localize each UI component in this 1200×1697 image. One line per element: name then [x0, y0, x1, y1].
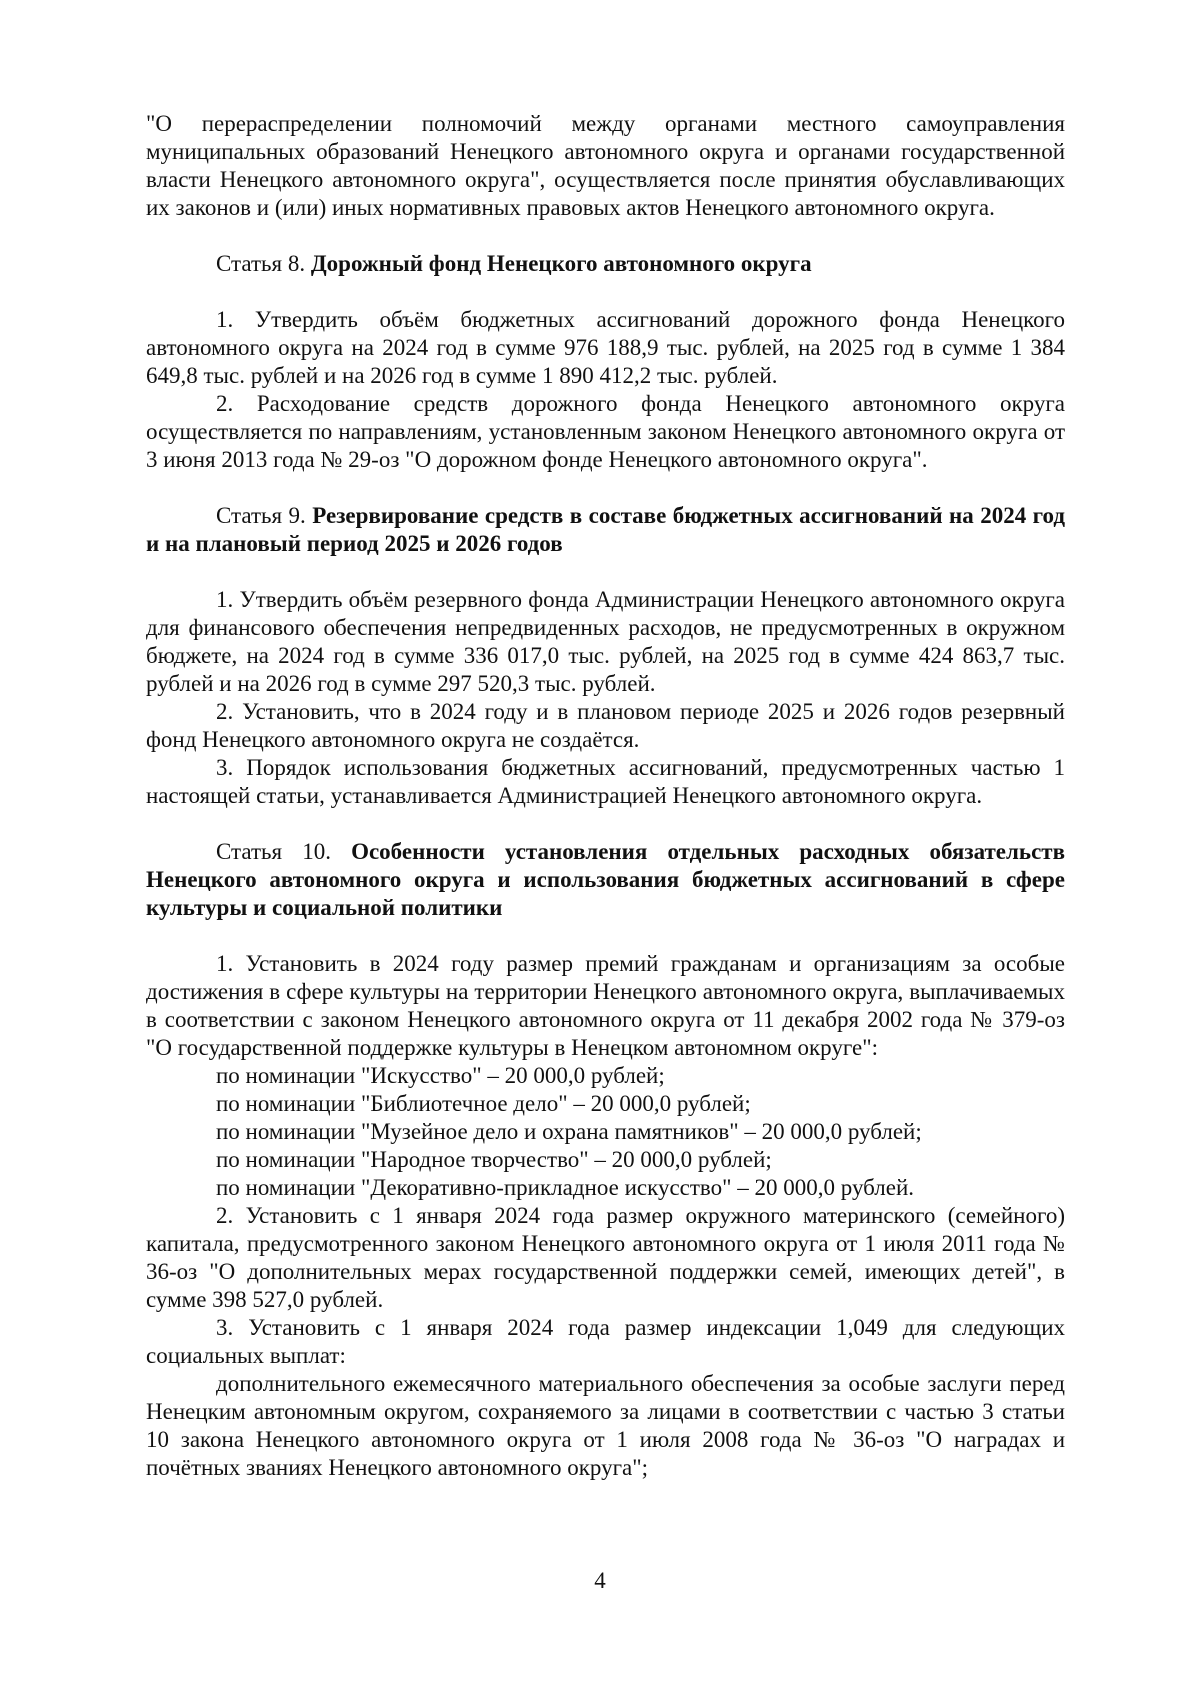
article-9-prefix: Статья 9.: [216, 503, 313, 528]
nomination-item: по номинации "Библиотечное дело" – 20 000,0 рублей;: [216, 1091, 751, 1116]
article-8-prefix: Статья 8.: [216, 251, 311, 276]
page-number: 4: [594, 1568, 606, 1593]
article-9-paragraph-3: 3. Порядок использования бюджетных ассигнований, предусмотренных частью 1 настоящей статьи, устанавливается Администрацией Ненецкого автономного округа.: [146, 755, 1065, 808]
article-9-paragraph-2: 2. Установить, что в 2024 году и в плановом периоде 2025 и 2026 годов резервный фонд Ненецкого автономного округа не создаётся.: [146, 699, 1065, 752]
article-9-heading: [146, 502, 1065, 558]
article-8-heading: [146, 250, 1065, 278]
article-10-paragraph-2: 2. Установить с 1 января 2024 года размер окружного материнского (семейного) капитала, предусмотренного законом Ненецкого автономного округа от 1 июля 2011 года № 36-оз "О дополнительных мерах государственной поддержки семей, имеющих детей", в сумме 398 527,0 рублей.: [146, 1203, 1065, 1312]
nomination-item: по номинации "Декоративно-прикладное искусство" – 20 000,0 рублей.: [216, 1175, 915, 1200]
nomination-item: по номинации "Народное творчество" – 20 000,0 рублей;: [216, 1147, 772, 1172]
intro-paragraph: "О перераспределении полномочий между органами местного самоуправления муниципальных образований Ненецкого автономного округа и органами государственной власти Ненецкого автономного округа", осуществляется после принятия обуславливающих их законов и (или) иных нормативных правовых актов Ненецкого автономного округа.: [146, 111, 1065, 220]
article-10-paragraph-1: 1. Установить в 2024 году размер премий гражданам и организациям за особые достижения в сфере культуры на территории Ненецкого автономного округа, выплачиваемых в соответствии с законом Ненецкого автономного округа от 11 декабря 2002 года № 379-оз "О государственной поддержке культуры в Ненецком автономном округе":: [146, 951, 1065, 1060]
article-8-title: Дорожный фонд Ненецкого автономного округа: [310, 251, 812, 276]
nomination-item: по номинации "Искусство" – 20 000,0 рублей;: [216, 1063, 665, 1088]
article-8-paragraph-2: 2. Расходование средств дорожного фонда Ненецкого автономного округа осуществляется по направлениям, установленным законом Ненецкого автономного округа от 3 июня 2013 года № 29-оз "О дорожном фонде Ненецкого автономного округа".: [146, 391, 1065, 472]
article-9-title: Резервирование средств в составе бюджетных ассигнований на 2024 год и на плановый период 2025 и 2026 годов: [146, 503, 1065, 556]
article-10-paragraph-3: 3. Установить с 1 января 2024 года размер индексации 1,049 для следующих социальных выплат:: [146, 1315, 1065, 1368]
article-9-paragraph-1: 1. Утвердить объём резервного фонда Администрации Ненецкого автономного округа для финансового обеспечения непредвиденных расходов, не предусмотренных в окружном бюджете, на 2024 год в сумме 336 017,0 тыс. рублей, на 2025 год в сумме 424 863,7 тыс. рублей и на 2026 год в сумме 297 520,3 тыс. рублей.: [146, 587, 1065, 696]
article-10-heading: [146, 838, 1065, 922]
article-10-prefix: Статья 10.: [216, 839, 352, 864]
article-10-paragraph-4: дополнительного ежемесячного материального обеспечения за особые заслуги перед Ненецким автономным округом, сохраняемого за лицами в соответствии с частью 3 статьи 10 закона Ненецкого автономного округа от 1 июля 2008 года № 36-оз "О наградах и почётных званиях Ненецкого автономного округа";: [146, 1371, 1065, 1480]
nomination-item: по номинации "Музейное дело и охрана памятников" – 20 000,0 рублей;: [216, 1119, 922, 1144]
article-10-title: Особенности установления отдельных расходных обязательств Ненецкого автономного округа и использования бюджетных ассигнований в сфере культуры и социальной политики: [146, 839, 1065, 920]
article-8-paragraph-1: 1. Утвердить объём бюджетных ассигнований дорожного фонда Ненецкого автономного округа на 2024 год в сумме 976 188,9 тыс. рублей, на 2025 год в сумме 1 384 649,8 тыс. рублей и на 2026 год в сумме 1 890 412,2 тыс. рублей.: [146, 307, 1065, 388]
